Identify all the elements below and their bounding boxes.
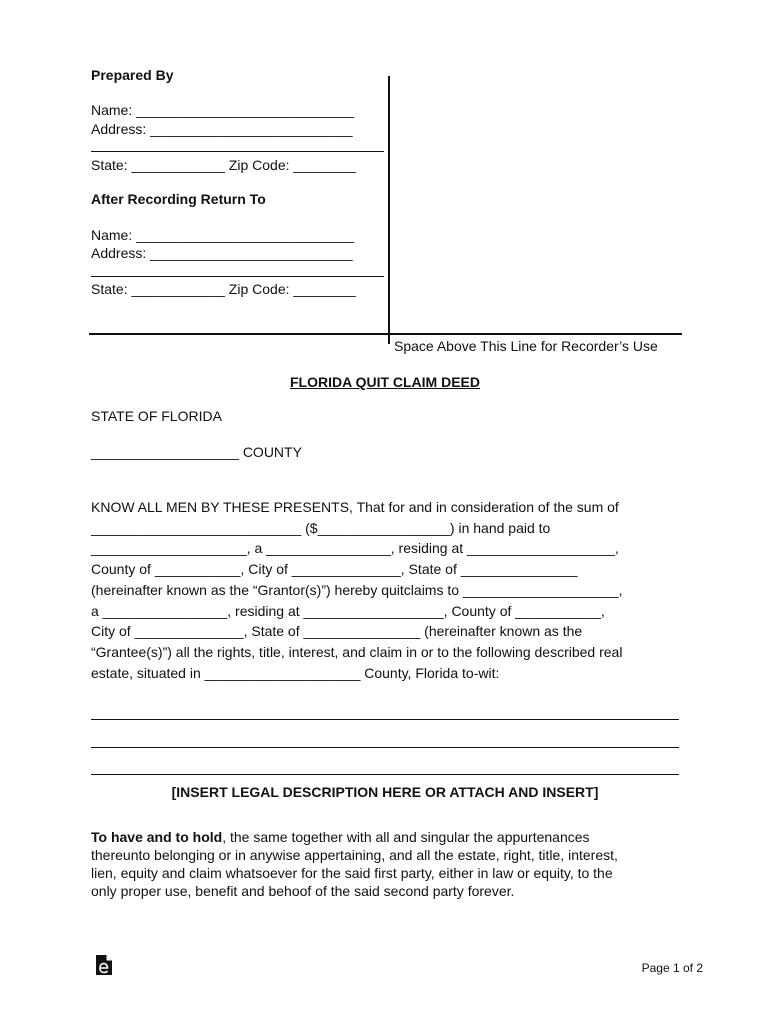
- legal-description-line-1[interactable]: [91, 719, 679, 720]
- document-logo-icon: [95, 954, 113, 976]
- county-field[interactable]: ___________________ COUNTY: [91, 444, 302, 460]
- prepared-by-heading: Prepared By: [91, 67, 174, 83]
- body-line[interactable]: County of ___________, City of ______________, State of _______________: [91, 561, 578, 578]
- habendum-lead: To have and to hold: [91, 829, 223, 845]
- legal-description-line-3[interactable]: [91, 774, 679, 775]
- return-to-name-field[interactable]: Name: ____________________________: [91, 227, 355, 243]
- body-line: KNOW ALL MEN BY THESE PRESENTS, That for and in consideration of the sum of: [91, 499, 619, 515]
- return-to-heading: After Recording Return To: [91, 191, 266, 207]
- body-line[interactable]: a ________________, residing at __________________, County of ___________,: [91, 602, 605, 619]
- state-label: STATE OF FLORIDA: [91, 408, 222, 424]
- habendum-line-3: lien, equity and claim whatsoever for the said first party, either in law or equity, to the: [91, 865, 613, 881]
- deed-title: FLORIDA QUIT CLAIM DEED: [289, 374, 481, 390]
- legal-description-instruction: [INSERT LEGAL DESCRIPTION HERE OR ATTACH AND INSERT]: [171, 784, 599, 800]
- habendum-paragraph: [91, 828, 691, 900]
- return-to-address-line2[interactable]: [91, 276, 384, 277]
- legal-description-line-2[interactable]: [91, 747, 679, 748]
- return-to-address-field[interactable]: Address: __________________________: [91, 245, 353, 261]
- body-line[interactable]: City of ______________, State of _______________ (hereinafter known as the: [91, 623, 583, 640]
- recorder-box-vertical-rule: [388, 76, 390, 344]
- prepared-by-address-line2[interactable]: [91, 151, 384, 152]
- recorder-box-horizontal-rule: [89, 333, 682, 335]
- body-line: “Grantee(s)”) all the rights, title, interest, and claim in or to the following described real: [91, 643, 623, 660]
- conveyance-paragraph: [91, 497, 691, 683]
- body-line[interactable]: ____________________, a ________________, residing at ___________________,: [91, 540, 619, 557]
- body-line[interactable]: estate, situated in ____________________ County, Florida to-wit:: [91, 664, 500, 681]
- prepared-by-name-field[interactable]: Name: ____________________________: [91, 102, 355, 118]
- habendum-line-1: , the same together with all and singular the appurtenances: [222, 829, 590, 845]
- prepared-by-state-zip-field[interactable]: State: ____________ Zip Code: ________: [91, 157, 356, 173]
- return-to-state-zip-field[interactable]: State: ____________ Zip Code: ________: [91, 281, 356, 297]
- body-line[interactable]: ___________________________ ($_________________) in hand paid to: [91, 519, 551, 536]
- habendum-line-4: only proper use, benefit and behoof of the said second party forever.: [91, 883, 515, 899]
- page-number: Page 1 of 2: [641, 961, 703, 975]
- habendum-line-2: thereunto belonging or in anywise appertaining, and all the estate, right, title, interest,: [91, 847, 618, 863]
- body-line[interactable]: (hereinafter known as the “Grantor(s)”) hereby quitclaims to ____________________,: [91, 581, 623, 598]
- prepared-by-address-field[interactable]: Address: __________________________: [91, 121, 353, 137]
- recorder-use-note: Space Above This Line for Recorder’s Use: [394, 338, 658, 354]
